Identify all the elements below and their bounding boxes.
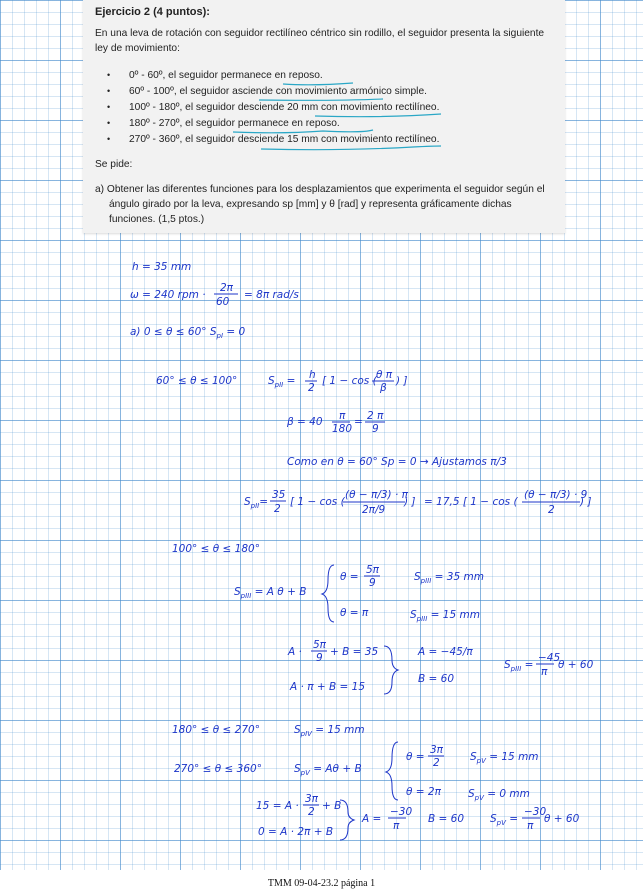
sec5-A-num: −30	[390, 806, 413, 818]
sec2-bracket: [ 1 − cos (	[322, 375, 377, 387]
sec3-sys1-b: + B = 35	[330, 646, 379, 658]
sec3-sys2: A · π + B = 15	[290, 681, 366, 693]
sec3-B: B = 60	[418, 673, 455, 685]
brace-icon	[386, 742, 398, 800]
sec2b-inner-num: (θ − π/3) · π	[345, 489, 408, 501]
bullet-icon: •	[107, 134, 111, 144]
sec3-sys1: A ·	[288, 646, 302, 658]
sec3-res-end: θ + 60	[558, 659, 594, 671]
sec2-range: 60° ≤ θ ≤ 100°	[156, 375, 238, 387]
sec5-c1-lhs: θ =	[406, 751, 425, 763]
page-footer: TMM 09-04-23.2 página 1	[267, 878, 376, 889]
sec5-sys2: 0 = A · 2π + B	[258, 826, 334, 838]
bullet-item: 100º - 180º, el seguidor desciende 20 mm con movimiento rectilíneo.	[129, 102, 440, 113]
sec5-sp: $S_{pV} = A\theta + B$	[294, 763, 362, 777]
sec2b-r-den: 2	[548, 504, 555, 516]
sec3-range: 100° ≤ θ ≤ 180°	[172, 543, 260, 555]
sec2b-frac-num: 35	[272, 489, 286, 501]
sec3-A: A = −45/π	[418, 646, 473, 658]
bullet-item: 270º - 360º, el seguidor desciende 15 mm con movimiento rectilíneo.	[129, 134, 440, 145]
question-line-2: ángulo girado por la leva, expresando sp [mm] y θ [rad] y representa gráficamente dichas	[109, 199, 512, 210]
question-line-1: a) Obtener las diferentes funciones para los desplazamientos que experimenta el seguidor según el	[95, 184, 545, 195]
sec3-sp: $S_{pIII} = A$ θ + B	[234, 586, 307, 600]
bullet-item: 60º - 100º, el seguidor asciende con movimiento armónico simple.	[129, 86, 427, 97]
given-h: h = 35 mm	[132, 261, 192, 273]
exercise-title: Ejercicio 2 (4 puntos):	[95, 6, 210, 18]
beta-f1-num: π	[339, 410, 346, 422]
bullet-icon: •	[107, 118, 111, 128]
beta-f1-den: 180	[332, 423, 353, 435]
sec5-sys1-b: + B	[322, 800, 342, 812]
bullet-icon: •	[107, 70, 111, 80]
sec2b-r-num: (θ − π/3) · 9	[524, 489, 588, 501]
sec2b-sp: $S_{pII}=$	[244, 496, 269, 510]
sec5-range: 270° ≤ θ ≤ 360°	[174, 763, 262, 775]
bullet-icon: •	[107, 86, 111, 96]
sec3-c1-lhs: θ =	[340, 571, 359, 583]
sec5-c1-num: 3π	[430, 744, 444, 756]
bullet-item: 0º - 60º, el seguidor permanece en reposo.	[129, 70, 323, 81]
beta-f2-den: 9	[372, 423, 379, 435]
sec3-sys1-num: 5π	[313, 639, 327, 651]
sec2b-r-close: ) ]	[580, 496, 592, 508]
sec5-sys1-num: 3π	[305, 793, 319, 805]
sec4-sp: $S_{pIV} = 15$ mm	[294, 724, 365, 738]
sec5-A-den: π	[393, 820, 400, 832]
intro-line-2: ley de movimiento:	[95, 43, 180, 54]
sec3-c2-sp: $S_{pIII} = 15$ mm	[410, 609, 480, 623]
sec2b-result: = 17,5 [ 1 − cos (	[424, 496, 518, 508]
sec2-sp: $S_{pII}$ =	[268, 375, 296, 389]
sec3-c1-num: 5π	[366, 564, 380, 576]
sec3-res-den: π	[541, 666, 548, 678]
sec2-frac-den: 2	[308, 382, 315, 394]
sec5-res-num: −30	[524, 806, 547, 818]
sec5-A: A =	[362, 813, 382, 825]
brace-icon	[322, 565, 334, 622]
brace-icon	[384, 646, 398, 694]
sec2b-close: ) ]	[404, 496, 416, 508]
sec3-c2-lhs: θ = π	[340, 607, 369, 619]
sec2-close: ) ]	[396, 375, 408, 387]
sec5-sys1: 15 = A ·	[256, 800, 299, 812]
omega-frac-den: 60	[216, 296, 230, 308]
question-line-3: funciones. (1,5 ptos.)	[109, 214, 205, 225]
sec2-inner-num: θ π	[376, 369, 393, 381]
sec3-result: $S_{pIII}$ =	[504, 659, 534, 673]
sec3-res-num: −45	[538, 652, 561, 664]
sec3-sys1-den: 9	[316, 652, 323, 664]
beta-f2-num: 2 π	[367, 410, 384, 422]
sec5-B: B = 60	[428, 813, 465, 825]
sec5-c1-sp: $S_{pV} = 15$ mm	[470, 751, 539, 765]
part-a-range: a) 0 ≤ θ ≤ 60° $S_{pI} = 0$	[130, 326, 246, 340]
given-omega: ω = 240 rpm ·	[130, 289, 206, 301]
sec3-c1-den: 9	[369, 577, 376, 589]
sec5-c1-den: 2	[433, 757, 440, 769]
sec4-range: 180° ≤ θ ≤ 270°	[172, 724, 260, 736]
beta-eq: =	[354, 416, 363, 428]
sec5-sys1-den: 2	[308, 806, 315, 818]
sec2b-bracket: [ 1 − cos (	[290, 496, 345, 508]
sec2b-inner-den: 2π/9	[362, 504, 386, 516]
intro-line-1: En una leva de rotación con seguidor rectilíneo céntrico sin rodillo, el seguidor presenta la siguiente	[95, 28, 545, 39]
sec3-c1-sp: $S_{pIII} = 35$ mm	[414, 571, 484, 585]
bullet-icon: •	[107, 102, 111, 112]
omega-frac-num: 2π	[220, 282, 234, 294]
sec5-res-end: θ + 60	[544, 813, 580, 825]
beta-lhs: β = 40	[287, 416, 323, 428]
se-pide-label: Se pide:	[95, 159, 133, 170]
sec5-result: $S_{pV}$ =	[490, 813, 519, 827]
brace-icon	[340, 800, 354, 840]
sec2-frac-num: h	[309, 369, 316, 381]
bullet-item: 180º - 270º, el seguidor permanece en reposo.	[129, 118, 340, 129]
sec2b-frac-den: 2	[274, 503, 281, 515]
como-line: Como en θ = 60° Sp = 0 → Ajustamos π/3	[287, 456, 507, 468]
omega-result: = 8π rad/s	[244, 289, 299, 301]
sec5-c2-sp: $S_{pV} = 0$ mm	[468, 788, 530, 802]
sec2-inner-den: β	[380, 382, 387, 394]
sec5-c2-lhs: θ = 2π	[406, 786, 441, 798]
sec5-res-den: π	[527, 820, 534, 832]
